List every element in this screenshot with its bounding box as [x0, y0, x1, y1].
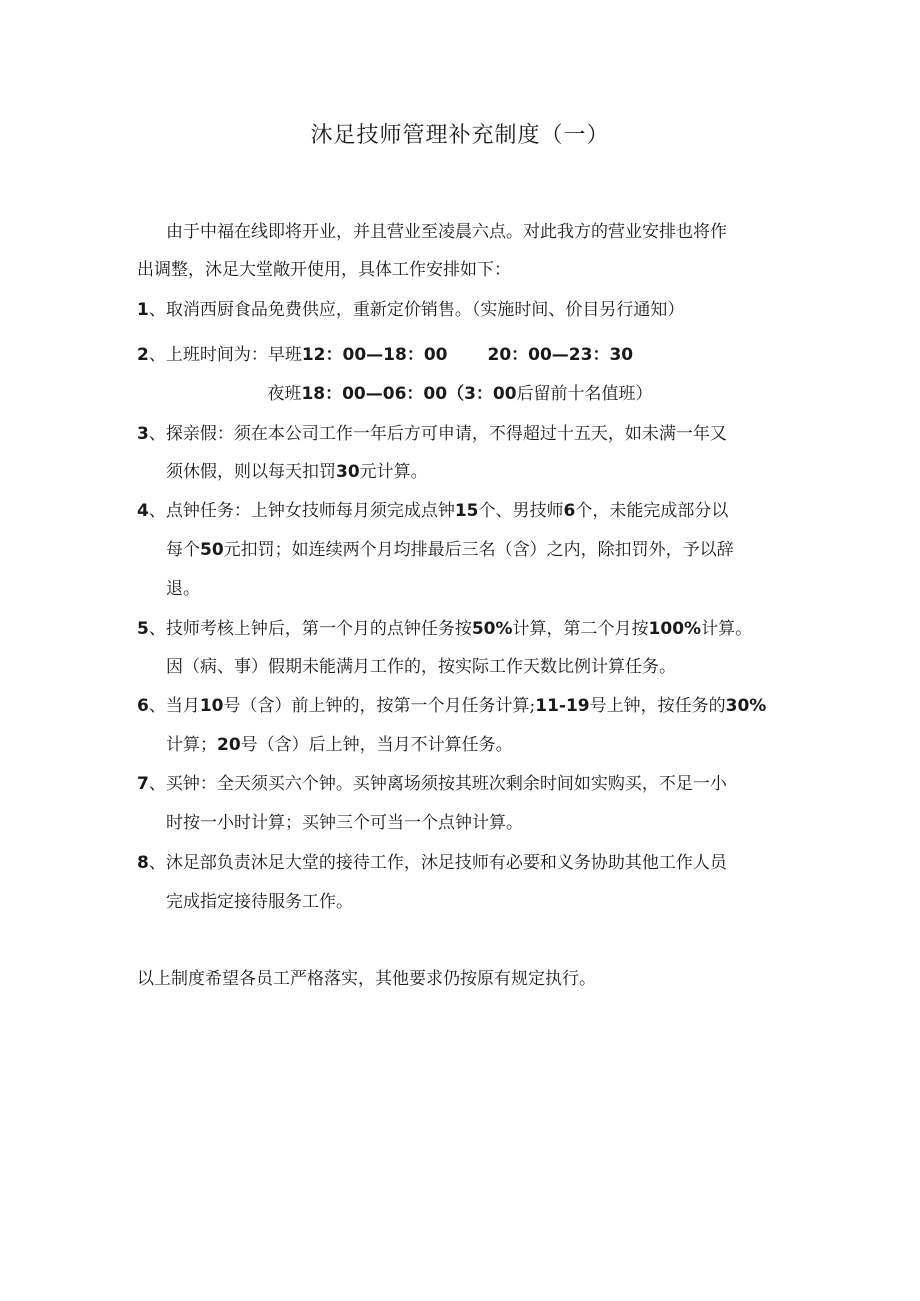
rule-text: 、探亲假：须在本公司工作一年后方可申请，不得超过十五天，如未满一年又 — [148, 424, 727, 444]
rule-text: 、沐足部负责沐足大堂的接待工作，沐足技师有必要和义务协助其他工作人员 — [148, 853, 727, 873]
morning-shift-1-time: 12：00—18：00 — [301, 345, 448, 365]
rule-number: 8 — [137, 853, 149, 873]
rule-item-2-night-shift — [0, 381, 920, 407]
rule-text: 、取消西厨食品免费供应，重新定价销售。（实施时间、价目另行通知） — [148, 300, 685, 320]
document-title: 沐足技师管理补充制度（一） — [310, 123, 610, 148]
rule-text: 计算； — [166, 735, 217, 755]
rule-text: 个，未能完成部分以 — [575, 501, 729, 521]
rule-number: 1 — [137, 300, 149, 320]
female-quota: 15 — [454, 501, 479, 521]
penalty-amount: 50 — [200, 540, 224, 560]
rule-item-3-line-2 — [166, 459, 428, 485]
intro-paragraph-line-1: 由于中福在线即将开业，并且营业至凌晨六点。对此我方的营业安排也将作 — [166, 222, 727, 242]
second-month-percent: 100% — [648, 619, 702, 639]
rule-text: 号（含）后上钟，当月不计算任务。 — [240, 735, 513, 755]
rule-text: 、当月 — [148, 696, 200, 716]
rule-item-4-line-2 — [166, 537, 734, 563]
rule-text: 号（含）前上钟的，按第一个月任务计算; — [223, 696, 536, 716]
night-shift-time: 18：00—06：00（3：00 — [301, 384, 517, 404]
rule-item-1 — [137, 297, 684, 323]
rule-item-4-line-3: 退。 — [166, 579, 200, 599]
rule-number: 6 — [137, 696, 149, 716]
rule-number: 3 — [137, 424, 149, 444]
night-shift-note: 后留前十名值班） — [516, 384, 653, 404]
rule-item-3 — [137, 421, 727, 447]
penalty-amount: 30 — [336, 462, 360, 482]
day-threshold-1: 10 — [199, 696, 224, 716]
rule-text: 号上钟，按任务的 — [589, 696, 726, 716]
rule-text: 、点钟任务：上钟女技师每月须完成点钟 — [148, 501, 455, 521]
rule-item-7-line-2: 时按一小时计算；买钟三个可当一个点钟计算。 — [166, 813, 523, 833]
rule-item-6 — [137, 693, 766, 719]
rule-item-7 — [137, 771, 727, 797]
rule-item-6-line-2 — [166, 732, 513, 758]
night-shift-label: 夜班 — [267, 384, 302, 404]
closing-statement: 以上制度希望各员工严格落实，其他要求仍按原有规定执行。 — [137, 969, 596, 989]
rule-text: 、买钟：全天须买六个钟。买钟离场须按其班次剩余时间如实购买，不足一小 — [148, 774, 727, 794]
task-percent: 30% — [725, 696, 767, 716]
rule-text: 、技师考核上钟后，第一个月的点钟任务按 — [148, 619, 472, 639]
rule-number: 4 — [137, 501, 149, 521]
rule-text: 、上班时间为：早班 — [148, 345, 302, 365]
morning-shift-2-time: 20：00—23：30 — [487, 345, 634, 365]
rule-item-8 — [137, 850, 727, 876]
intro-paragraph-line-2: 出调整，沐足大堂敞开使用，具体工作安排如下： — [137, 260, 511, 280]
rule-text: 计算，第二个月按 — [512, 619, 649, 639]
rule-item-5 — [137, 616, 752, 642]
rule-item-8-line-2: 完成指定接待服务工作。 — [166, 892, 353, 912]
rule-text: 每个 — [166, 540, 200, 560]
rule-text: 个、男技师 — [478, 501, 564, 521]
rule-text: 计算。 — [701, 619, 753, 639]
rule-number: 2 — [137, 345, 149, 365]
rule-text: 须休假，则以每天扣罚 — [166, 462, 336, 482]
male-quota: 6 — [563, 501, 576, 521]
day-threshold-2: 20 — [217, 735, 241, 755]
rule-text: 元扣罚；如连续两个月均排最后三名（含）之内，除扣罚外，予以辞 — [223, 540, 734, 560]
rule-item-4 — [137, 498, 728, 524]
rule-number: 7 — [137, 774, 149, 794]
rule-number: 5 — [137, 619, 149, 639]
rule-item-2 — [137, 342, 633, 368]
rule-item-5-line-2: 因（病、事）假期未能满月工作的，按实际工作天数比例计算任务。 — [166, 657, 676, 677]
rule-text: 元计算。 — [359, 462, 428, 482]
day-range: 11-19 — [535, 696, 590, 716]
first-month-percent: 50% — [471, 619, 513, 639]
